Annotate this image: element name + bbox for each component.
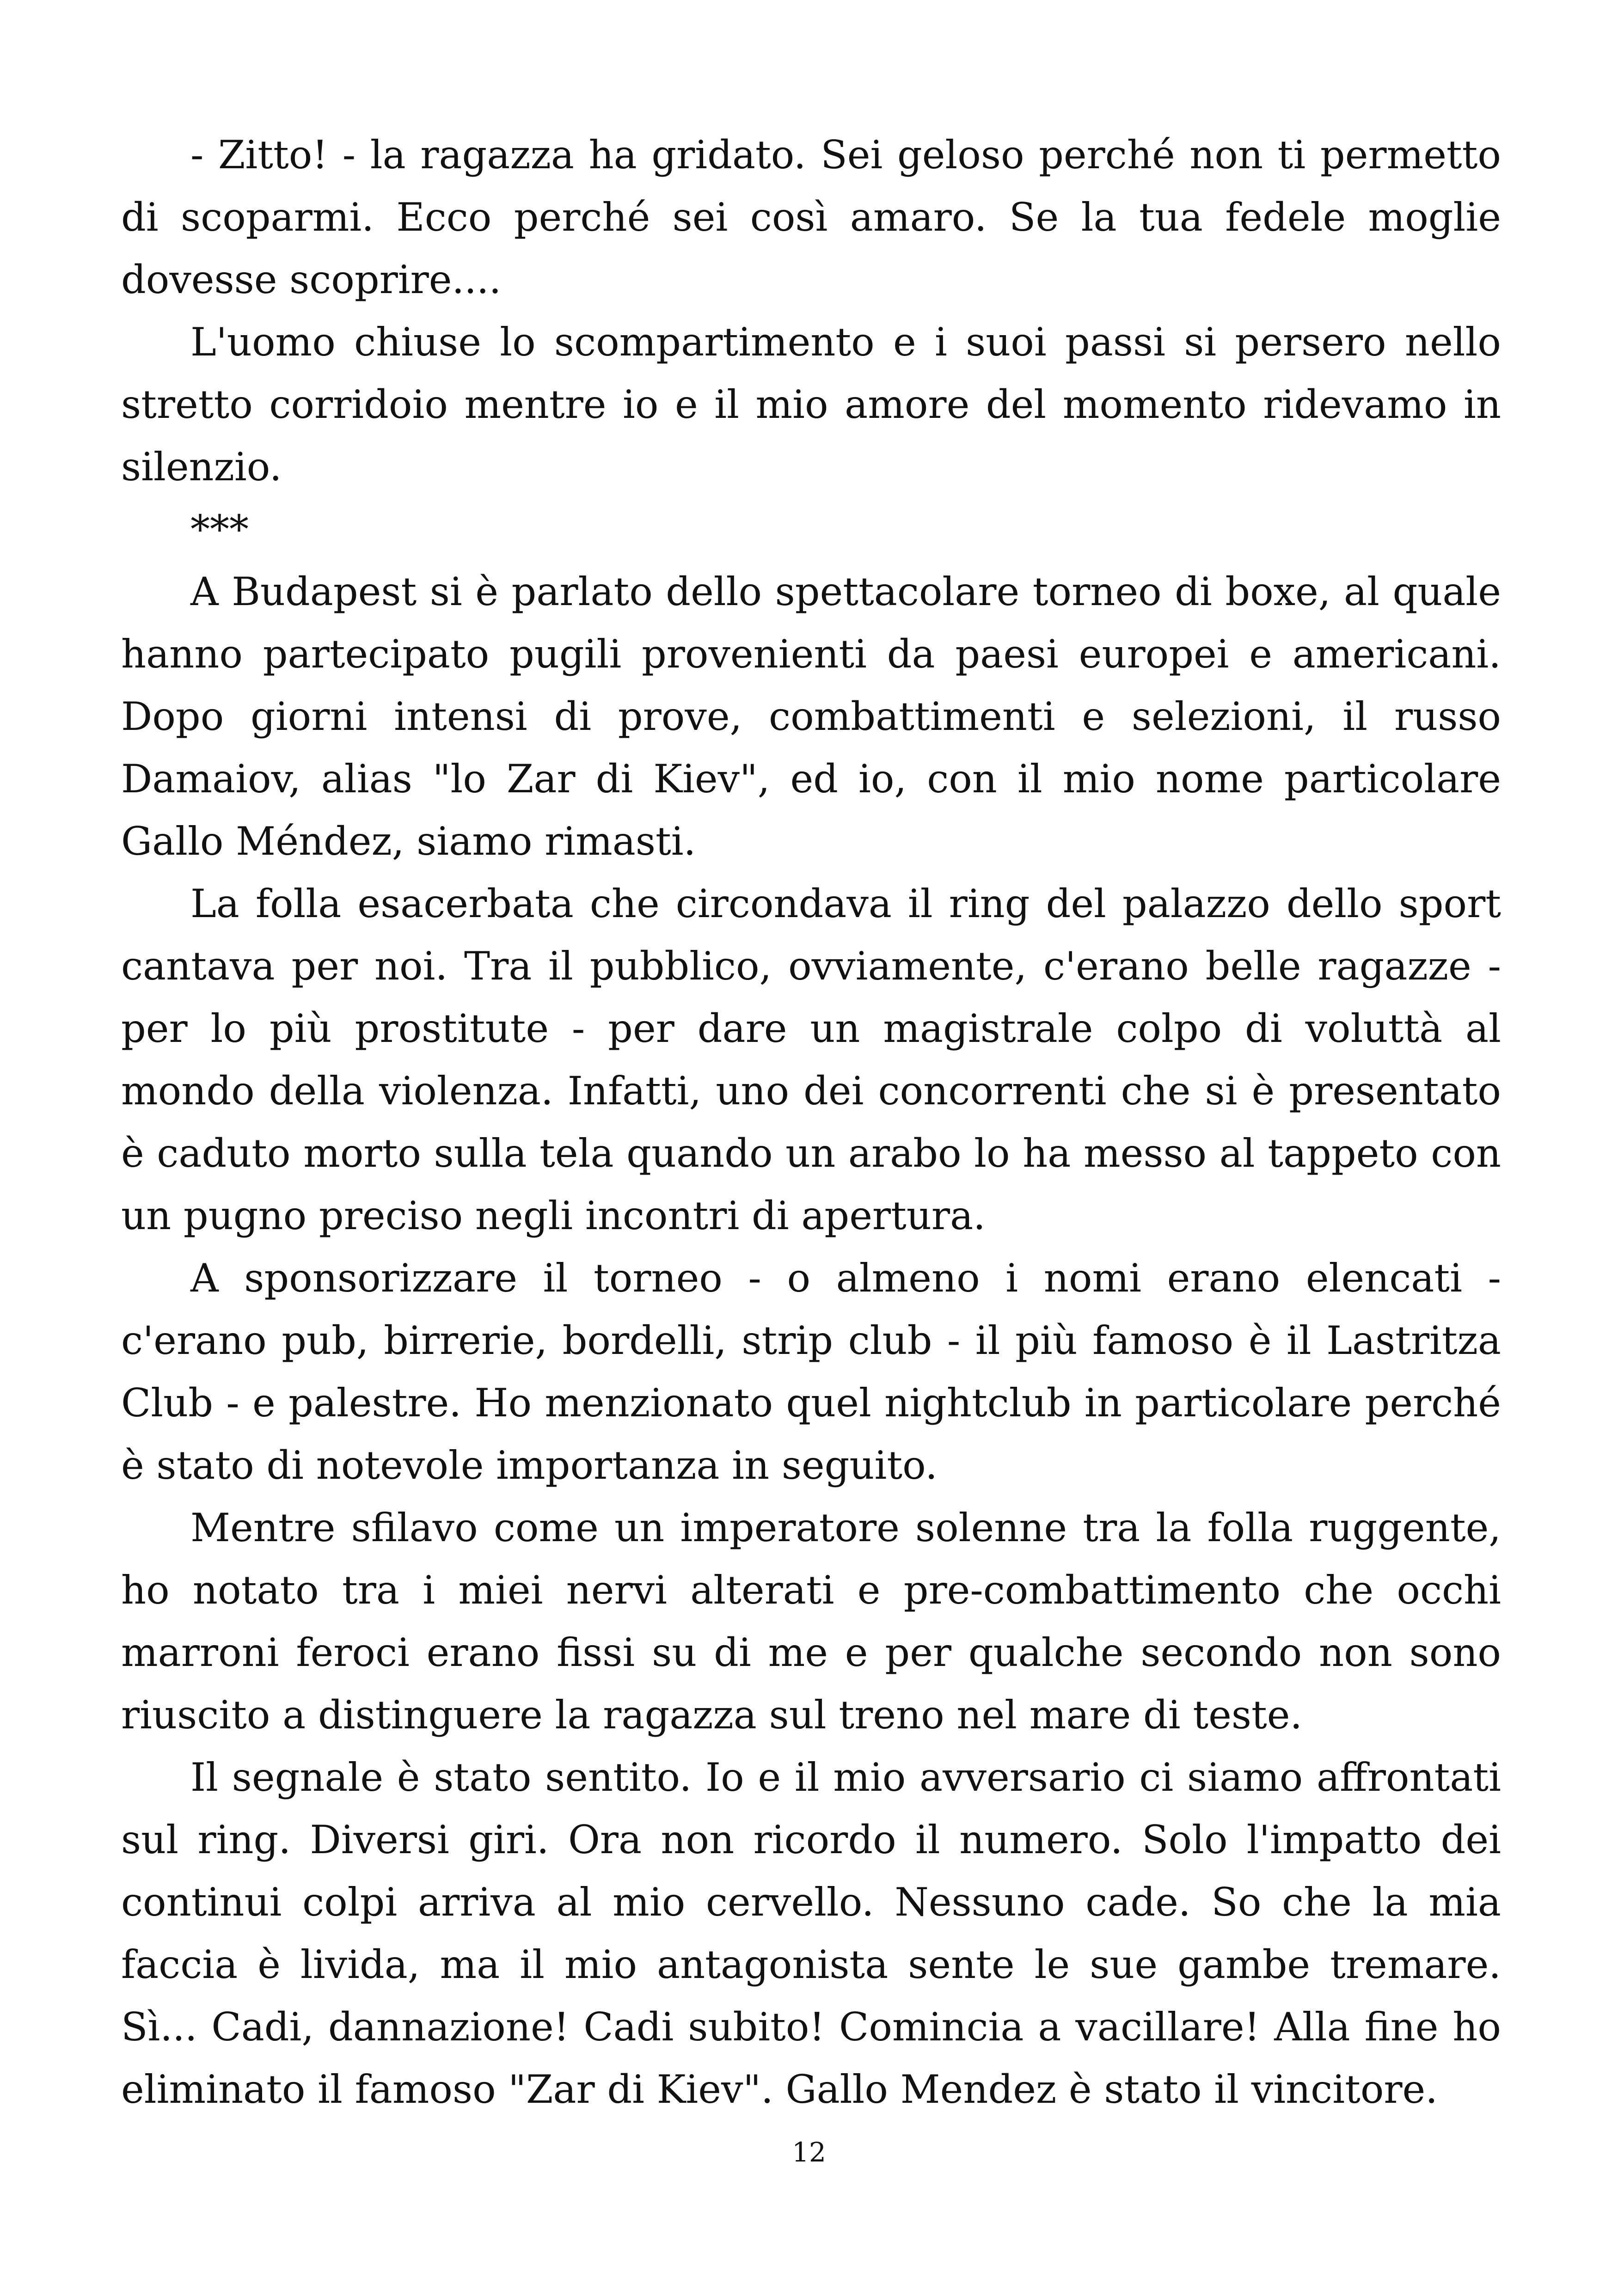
- body-text: [121, 124, 1501, 2121]
- paragraph-compartment: L'uomo chiuse lo scompartimento e i suoi passi si persero nello stretto corridoio mentre io e il mio amore del momento ridevamo in silenzio.: [121, 319, 1501, 490]
- paragraph-budapest-tournament: A Budapest si è parlato dello spettacolare torneo di boxe, al quale hanno partecipato pugili provenienti da paesi europei e americani. Dopo giorni intensi di prove, combattimenti e selezioni, il russo Damaiov, alias "lo Zar di Kiev", ed io, con il mio nome particolare Gallo Méndez, siamo rimasti.: [121, 569, 1501, 864]
- paragraph-sponsors: A sponsorizzare il torneo - o almeno i nomi erano elencati - c'erano pub, birrerie, bordelli, strip club - il più famoso è il Lastritza Club - e palestre. Ho menzionato quel nightclub in particolare perché è stato di notevole importanza in seguito.: [121, 1255, 1501, 1488]
- paragraph-fight: Il segnale è stato sentito. Io e il mio avversario ci siamo affrontati sul ring. Diversi giri. Ora non ricordo il numero. Solo l'impatto dei continui colpi arriva al mio cervello. Nessuno cade. So che la mia faccia è livida, ma il mio antagonista sente le sue gambe tremare. Sì... Cadi, dannazione! Cadi subito! Comincia a vacillare! Alla fine ho eliminato il famoso "Zar di Kiev". Gallo Mendez è stato il vincitore.: [121, 1755, 1501, 2112]
- section-break: ***: [190, 507, 249, 552]
- paragraph-dialogue: - Zitto! - la ragazza ha gridato. Sei geloso perché non ti permetto di scoparmi. Ecco perché sei così amaro. Se la tua fedele moglie dovesse scoprire....: [121, 132, 1501, 302]
- paragraph-entrance: Mentre sfilavo come un imperatore solenne tra la folla ruggente, ho notato tra i miei nervi alterati e pre-combattimento che occhi marroni feroci erano fissi su di me e per qualche secondo non sono riuscito a distinguere la ragazza sul treno nel mare di teste.: [121, 1505, 1501, 1738]
- paragraph-crowd: La folla esacerbata che circondava il ring del palazzo dello sport cantava per noi. Tra il pubblico, ovviamente, c'erano belle ragazze - per lo più prostitute - per dare un magistrale colpo di voluttà al mondo della violenza. Infatti, uno dei concorrenti che si è presentato è caduto morto sulla tela quando un arabo lo ha messo al tappeto con un pugno preciso negli incontri di apertura.: [121, 881, 1501, 1238]
- page-number: 12: [792, 2137, 826, 2168]
